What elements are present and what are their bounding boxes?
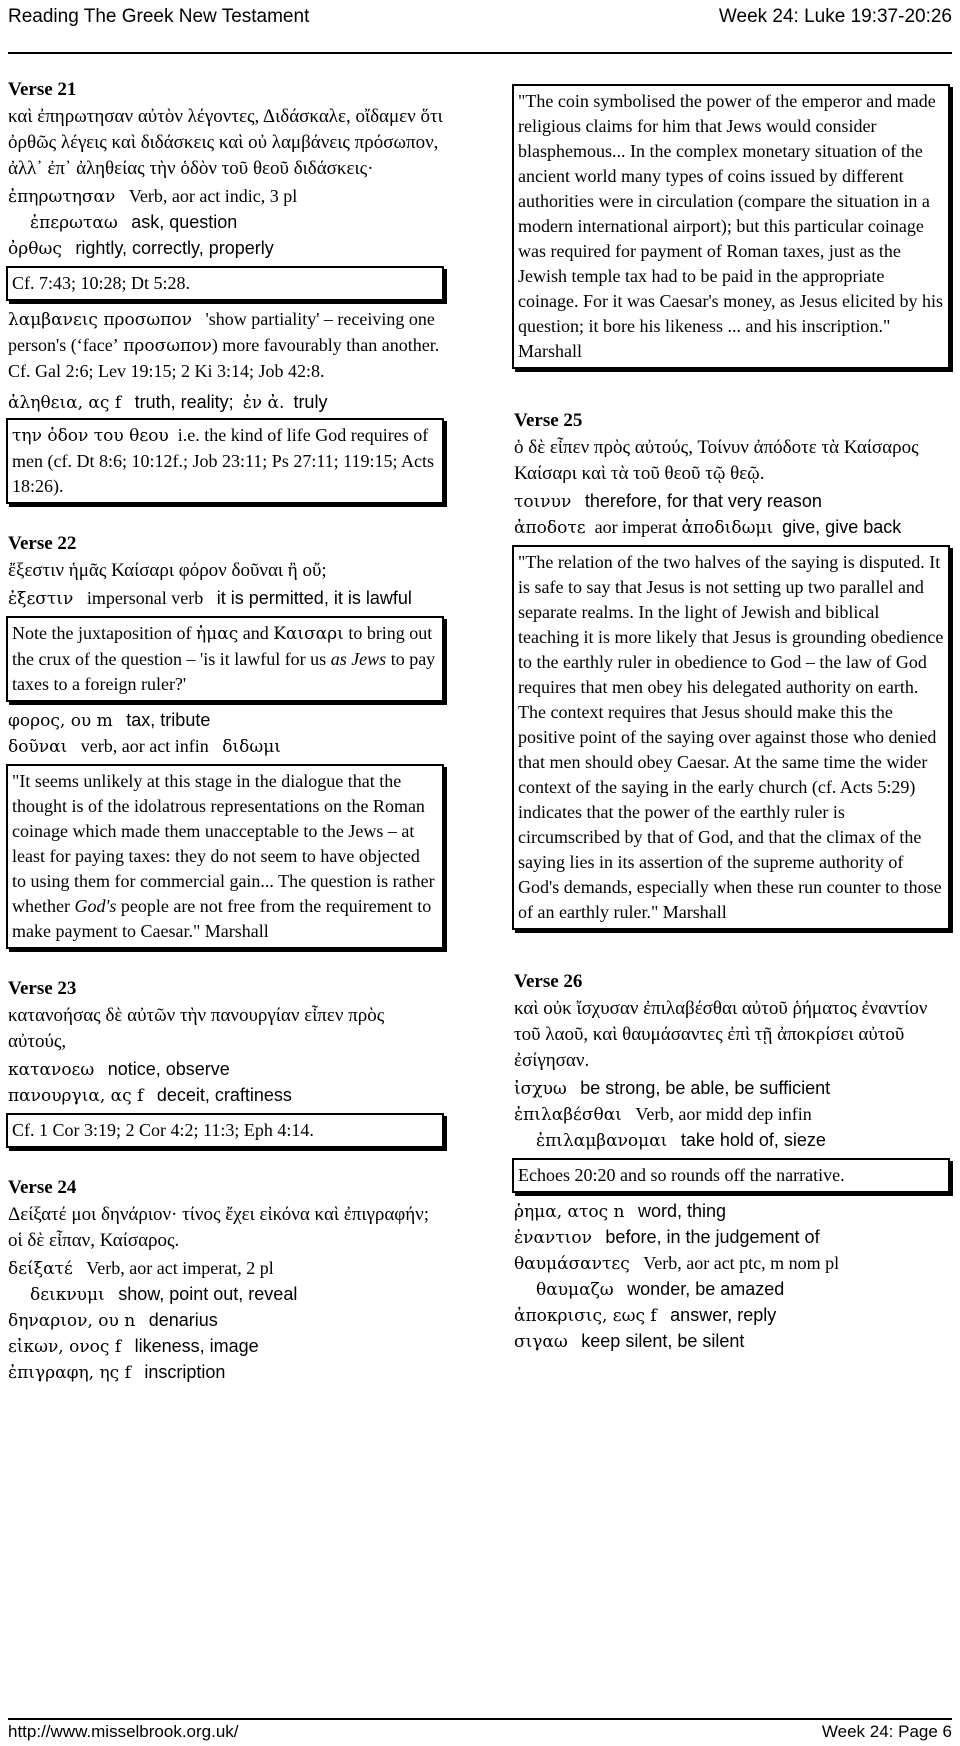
note-box — [6, 616, 444, 702]
parsing: Verb, aor act ptc, m nom pl — [643, 1253, 840, 1273]
greek-word: Καισαρι — [273, 624, 344, 644]
greek-word: ἡμας — [195, 624, 239, 644]
greek-word: ἀποκρισις, εως f — [514, 1306, 657, 1326]
quote-text: "It seems unlikely at this stage in the dialogue that the thought is of the idolatrous representations on the Roman coinage which made them unacceptable to the Jews – at least for paying taxes: they do not seem to have objected to using them for commercial gain... The question is rather whether — [12, 771, 435, 916]
greek-word: ἀποδοτε — [514, 518, 586, 538]
emphasis: God's — [74, 896, 117, 916]
greek-word: ἰσχυω — [514, 1079, 567, 1099]
vocab-entry — [8, 734, 444, 760]
note-text: 'show partiality' – receiving one person's (‘face’ — [8, 309, 435, 355]
definition: truly — [293, 392, 328, 412]
vocab-entry — [514, 1102, 950, 1154]
header-title: Reading The Greek New Testament — [8, 6, 310, 27]
greek-phrase: λαμβανεις προσωπον — [8, 310, 192, 330]
vocab-entry — [8, 1057, 444, 1083]
verse-23-heading: Verse 23 — [8, 978, 77, 999]
definition: answer, reply — [670, 1305, 777, 1325]
greek-word: δοῦναι — [8, 737, 68, 757]
definition: therefore, for that very reason — [584, 491, 822, 511]
definition: be strong, be able, be sufficient — [580, 1078, 831, 1098]
vocab-entry — [514, 1199, 950, 1225]
greek-phrase: ἐν ἀ. — [242, 393, 285, 413]
footer-page-number: Week 24: Page 6 — [821, 1722, 952, 1741]
greek-word: κατανοεω — [8, 1060, 95, 1080]
verse-23-text: κατανοήσας δὲ αὐτῶν τὴν πανουργίαν εἶπεν πρὸς αὐτούς, — [8, 1005, 385, 1052]
definition: word, thing — [638, 1201, 727, 1221]
greek-word: ἐναντιον — [514, 1228, 592, 1248]
parsing: verb, aor act infin — [80, 736, 209, 756]
definition: ask, question — [131, 212, 238, 232]
lexical-form: θαυμαζω — [536, 1280, 614, 1300]
vocab-entry — [514, 1251, 950, 1303]
verse-26-heading: Verse 26 — [514, 971, 583, 992]
note-text: to pay taxes to a foreign ruler?' — [12, 649, 436, 694]
greek-word: προσωπον — [123, 336, 212, 356]
note-box — [6, 418, 444, 504]
vocab-entry — [8, 390, 444, 416]
verse-25-text: ὁ δὲ εἶπεν πρὸς αὐτούς, Τοίνυν ἀπόδοτε τὰ Καίσαρος Καίσαρι καὶ τὰ τοῦ θεοῦ τῷ θεῷ. — [514, 437, 919, 484]
greek-word: δείξατέ — [8, 1259, 73, 1279]
definition: wonder, be amazed — [627, 1279, 785, 1299]
vocab-entry — [8, 184, 444, 236]
header-divider — [8, 52, 952, 54]
definition: give, give back — [782, 517, 902, 537]
greek-word: τοινυν — [514, 492, 572, 512]
parsing: Verb, aor act imperat, 2 pl — [86, 1258, 274, 1278]
emphasis: as Jews — [330, 649, 387, 669]
definition: show, point out, reveal — [118, 1284, 298, 1304]
verse-25-heading: Verse 25 — [514, 410, 583, 431]
vocab-entry — [514, 1225, 950, 1251]
verse-21-text: καὶ ἐπηρωτησαν αὐτὸν λέγοντες, Διδάσκαλε, οἴδαμεν ὅτι ὀρθῶς λέγεις καὶ διδάσκεις καὶ οὐ λαμβάνεις πρόσωπον, ἀλλ᾿ ἐπ᾿ ἀληθείας τὴν ὁδὸν τοῦ θεοῦ διδάσκεις· — [8, 106, 443, 179]
definition: before, in the judgement of — [605, 1227, 820, 1247]
definition: deceit, craftiness — [156, 1085, 292, 1105]
vocab-entry — [8, 708, 444, 734]
greek-word: ῥημα, ατος n — [514, 1202, 625, 1222]
greek-word: πανουργια, ας f — [8, 1086, 144, 1106]
vocab-entry — [514, 1303, 950, 1329]
definition: take hold of, sieze — [680, 1130, 826, 1150]
greek-word: δηναριον, ου n — [8, 1311, 136, 1331]
vocab-entry — [8, 1360, 444, 1386]
lexical-form: δεικνυμι — [30, 1285, 105, 1305]
vocab-entry — [514, 1076, 950, 1102]
vocab-entry — [514, 489, 950, 515]
lexical-form: ἐπιλαμβανομαι — [536, 1131, 668, 1151]
note-text: ) more favourably than another. Cf. Gal 2:6; Lev 19:15; 2 Ki 3:14; Job 42:8. — [8, 335, 440, 381]
vocab-entry — [8, 1308, 444, 1334]
left-column — [6, 78, 444, 1386]
footer-divider — [8, 1718, 952, 1720]
definition: rightly, correctly, properly — [75, 238, 274, 258]
greek-phrase: την ὁδον του θεου — [12, 426, 169, 446]
note-box: Cf. 7:43; 10:28; Dt 5:28. — [6, 266, 444, 301]
right-column — [512, 78, 950, 1355]
greek-word: θαυμάσαντες — [514, 1254, 630, 1274]
vocab-entry — [514, 515, 950, 541]
definition: likeness, image — [134, 1336, 259, 1356]
verse-22-text: ἔξεστιν ἡμᾶς Καίσαρι φόρον δοῦναι ἢ οὔ; — [8, 560, 327, 581]
definition: truth, reality; — [134, 392, 234, 412]
note-text: Note the juxtaposition of — [12, 623, 192, 643]
note-text: i.e. the kind of life God requires of men (cf. Dt 8:6; 10:12f.; Job 23:11; Ps 27:11; 119:15; Acts 18:26). — [12, 425, 434, 496]
vocab-entry — [8, 307, 444, 384]
quote-box — [6, 764, 444, 949]
page-footer — [8, 1722, 952, 1742]
parsing: Verb, aor midd dep infin — [635, 1104, 812, 1124]
vocab-entry — [8, 1256, 444, 1308]
parsing: Verb, aor act indic, 3 pl — [128, 186, 298, 206]
definition: notice, observe — [107, 1059, 230, 1079]
vocab-entry — [8, 1334, 444, 1360]
vocab-entry — [8, 236, 444, 262]
header-week: Week 24: Luke 19:37-20:26 — [718, 6, 952, 27]
vocab-entry — [8, 586, 444, 612]
verse-22-heading: Verse 22 — [8, 533, 77, 554]
parsing: aor imperat — [594, 517, 678, 537]
greek-word: ἐπιλαβέσθαι — [514, 1105, 622, 1125]
footer-url[interactable]: http://www.misselbrook.org.uk/ — [8, 1722, 239, 1741]
note-text: and — [242, 623, 269, 643]
vocab-entry — [514, 1329, 950, 1355]
greek-word: ἐπηρωτησαν — [8, 187, 116, 207]
greek-word: εἰκων, ονος f — [8, 1337, 122, 1357]
greek-word: ἐπιγραφη, ης f — [8, 1363, 131, 1383]
lexical-form: ἐπερωταω — [30, 213, 118, 233]
parsing: impersonal verb — [86, 588, 204, 608]
quote-box: "The relation of the two halves of the saying is disputed. It is safe to say that Jesus is not setting up two parallel and separate realms. In the light of Jewish and biblical teaching it is more likely that Jesus is grounding obedience to the earthly ruler in obedience to God – the law of God requires that men obey his delegated authority on earth. The context requires that Jesus should make this the positive point of the saying over against those who denied that men should obey Caesar. At the same time the wider context of the saying in the early church (cf. Acts 5:29) indicates that the power of the earthly ruler is circumscribed by that of God, and that the climax of the saying lies in its assertion of the supreme authority of God's demands, especially when these run counter to those of an earthly ruler." Marshall — [512, 545, 950, 930]
definition: inscription — [144, 1362, 226, 1382]
definition: tax, tribute — [126, 710, 211, 730]
note-box: Cf. 1 Cor 3:19; 2 Cor 4:2; 11:3; Eph 4:14. — [6, 1113, 444, 1148]
note-text: to bring out the crux of the question – 'is it lawful for us — [12, 623, 433, 669]
quote-text: people are not free from the requirement to make payment to Caesar." Marshall — [12, 896, 432, 941]
page-header — [8, 6, 952, 36]
verse-24-heading: Verse 24 — [8, 1177, 77, 1198]
definition: keep silent, be silent — [581, 1331, 745, 1351]
note-box: Echoes 20:20 and so rounds off the narrative. — [512, 1158, 950, 1193]
greek-word: ὀρθως — [8, 239, 62, 259]
vocab-entry — [8, 1083, 444, 1109]
definition: denarius — [148, 1310, 218, 1330]
quote-box: "The coin symbolised the power of the emperor and made religious claims for him that Jews would consider blasphemous... In the complex monetary situation of the ancient world many types of coins issued by different authorities were in circulation (compare the situation in a modern international airport); but this particular coinage was required for payment of Roman taxes, just as the Jewish temple tax had to be paid in the appropriate coinage. For it was Caesar's money, as Jesus elicited by his question; it bore his likeness ... and his inscription." Marshall — [512, 84, 950, 369]
definition: it is permitted, it is lawful — [216, 588, 412, 608]
greek-word: ἐξεστιν — [8, 589, 74, 609]
verse-26-text: καὶ οὐκ ἴσχυσαν ἐπιλαβέσθαι αὐτοῦ ῥήματος ἐναντίον τοῦ λαοῦ, καὶ θαυμάσαντες ἐπὶ τῇ ἀποκρίσει αὐτοῦ ἐσίγησαν. — [514, 998, 928, 1071]
lexical-form: ἀποδιδωμι — [681, 518, 774, 538]
verse-24-text: Δείξατέ μοι δηνάριον· τίνος ἔχει εἰκόνα καὶ ἐπιγραφήν; οἱ δὲ εἶπαν, Καίσαρος. — [8, 1204, 430, 1251]
lexical-form: διδωμι — [222, 737, 281, 757]
greek-word: σιγαω — [514, 1332, 568, 1352]
greek-word: φορος, ου m — [8, 711, 113, 731]
greek-word: ἀληθεια, ας f — [8, 393, 122, 413]
verse-21-heading: Verse 21 — [8, 79, 77, 100]
